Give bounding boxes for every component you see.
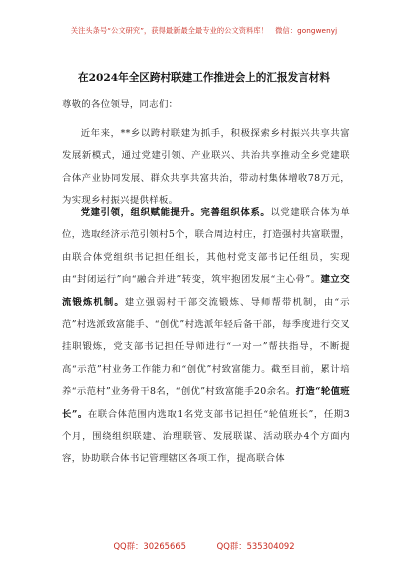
footer-contact [0, 540, 408, 552]
qq-group-1: QQ群：30265665 [113, 541, 186, 551]
salutation [62, 94, 350, 116]
body-span: 以党建联合体为单位，选取经济示范引领村5个，联合周边村庄，打造强村共富联盟，由联合体党组织书记担任组长，其他村党支部书记任组员，实现由“封闭运行”向“融合并进”转变，筑牢抱团发展“主心骨”。 [62, 207, 351, 286]
paragraph-intro-text: 近年来，**乡以跨村联建为抓手，积极探索乡村振兴共享共富发展新模式，通过党建引领、产业联兴、共治共享推动全乡党建联合体产业协同发展、群众共享共富共治，带动村集体增收78万元，为实现乡村振兴提供样板。 [62, 128, 350, 207]
body-span: 建立强弱村干部交流锻炼、导师帮带机制，由“示范”村选派致富能手、“创优”村选派年轻后备干部，每季度进行交叉挂职锻炼，党支部书记担任导师进行“一对一”帮扶指导，不断提高“示范”村业务工作能力和“创优”村致富能力。截至目前，累计培养“示范村”业务骨干8名，“创优”村致富能手20余名。 [62, 296, 350, 398]
paragraph-party-building-text [62, 202, 350, 471]
qq-group-2: QQ群：535304092 [216, 541, 295, 551]
document-title: 在2024年全区跨村联建工作推进会上的汇报发言材料 [78, 72, 330, 84]
subsection-heading: 打造“轮值班长”。 [62, 386, 350, 420]
subsection-heading: 完善组织体系。 [200, 207, 271, 218]
paragraph-intro [62, 123, 350, 213]
subsection-heading: 建立交流锻炼机制。 [62, 274, 350, 308]
section-heading: 党建引领，组织赋能提升。 [80, 207, 201, 218]
salutation-text: 尊敬的各位领导，同志们： [62, 99, 179, 110]
body-span: 在联合体范围内选取1名党支部书记担任“轮值班长”，任期3个月，围绕组织联建、治理联管、发展联谋、活动联办4个方面内容，协助联合体书记管理辖区各项工作，提高联合体 [62, 408, 350, 465]
promo-banner: 关注头条号“公文研究”，获得最新最全最专业的公文资料库！ 微信：gongwenyj [70, 26, 338, 35]
paragraph-party-building [62, 202, 350, 471]
